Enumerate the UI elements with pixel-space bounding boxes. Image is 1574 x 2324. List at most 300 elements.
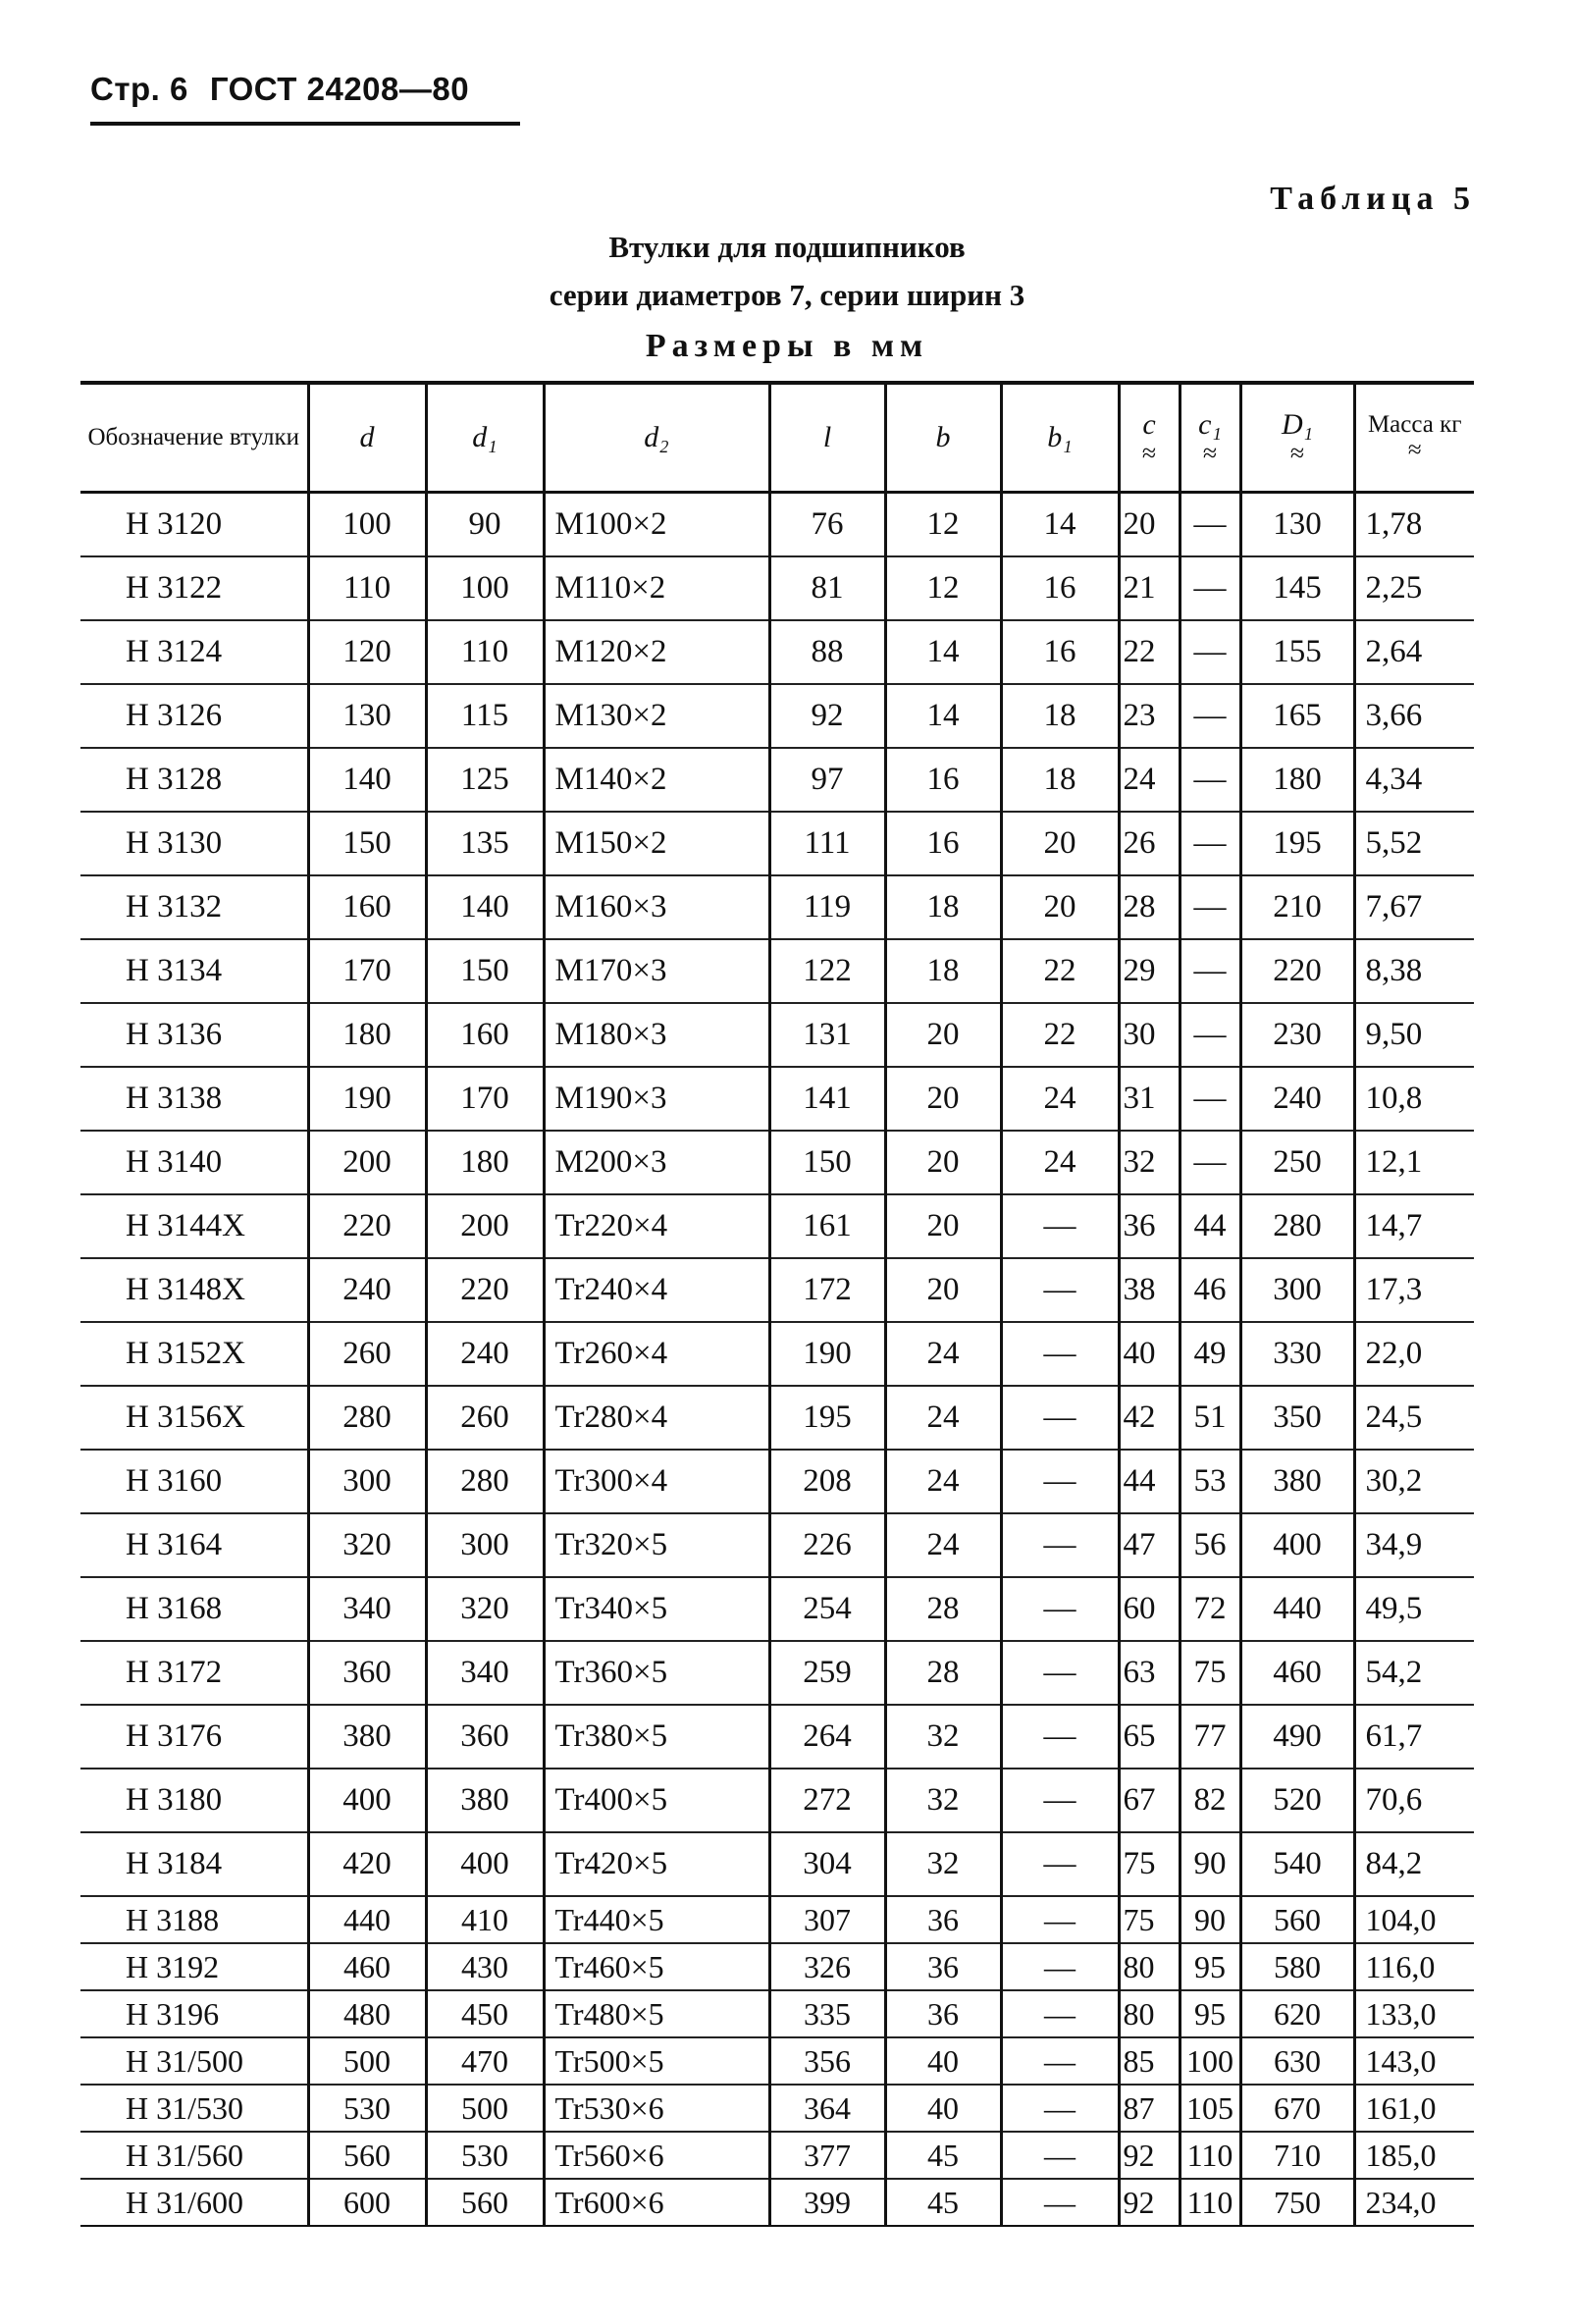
cell-b1: — — [1001, 1896, 1119, 1943]
cell-l: 76 — [769, 493, 885, 557]
cell-l: 97 — [769, 748, 885, 812]
col-header-c-approx: ≈ — [1141, 439, 1157, 468]
cell-D1: 130 — [1240, 493, 1354, 557]
cell-b: 24 — [885, 1386, 1001, 1450]
cell-mass: 234,0 — [1354, 2179, 1474, 2226]
col-header-b1 — [1001, 383, 1119, 493]
cell-mass: 17,3 — [1354, 1258, 1474, 1322]
page-header — [90, 71, 469, 108]
cell-c: 75 — [1119, 1896, 1180, 1943]
cell-b: 45 — [885, 2132, 1001, 2179]
cell-c: 47 — [1119, 1513, 1180, 1577]
cell-d2: Tr380×5 — [544, 1705, 769, 1769]
table-row — [80, 1943, 1474, 1990]
cell-d1: 450 — [426, 1990, 544, 2037]
cell-b: 32 — [885, 1769, 1001, 1832]
cell-c1: 90 — [1180, 1896, 1240, 1943]
cell-d1: 320 — [426, 1577, 544, 1641]
col-header-designation — [80, 383, 308, 493]
cell-mass: 2,64 — [1354, 620, 1474, 684]
cell-D1: 180 — [1240, 748, 1354, 812]
cell-d1: 125 — [426, 748, 544, 812]
cell-d: 200 — [308, 1131, 426, 1194]
table-row — [80, 1067, 1474, 1131]
cell-d2: M130×2 — [544, 684, 769, 748]
header-rule — [90, 122, 520, 126]
table-row — [80, 556, 1474, 620]
cell-b1: 22 — [1001, 939, 1119, 1003]
cell-mass: 143,0 — [1354, 2037, 1474, 2085]
cell-l: 141 — [769, 1067, 885, 1131]
col-header-d — [308, 383, 426, 493]
cell-c: 67 — [1119, 1769, 1180, 1832]
cell-l: 264 — [769, 1705, 885, 1769]
cell-b1: — — [1001, 1194, 1119, 1258]
cell-designation: Н 3148Х — [80, 1258, 308, 1322]
cell-b1: — — [1001, 2085, 1119, 2132]
cell-d2: M170×3 — [544, 939, 769, 1003]
cell-b1: 24 — [1001, 1067, 1119, 1131]
col-header-b1-label: b₁ — [1047, 421, 1073, 454]
cell-mass: 3,66 — [1354, 684, 1474, 748]
cell-b1: 20 — [1001, 875, 1119, 939]
cell-c: 92 — [1119, 2179, 1180, 2226]
cell-b1: — — [1001, 1990, 1119, 2037]
cell-l: 304 — [769, 1832, 885, 1896]
col-header-D1-label: D₁ — [1281, 407, 1314, 441]
cell-mass: 61,7 — [1354, 1705, 1474, 1769]
cell-c: 36 — [1119, 1194, 1180, 1258]
cell-D1: 630 — [1240, 2037, 1354, 2085]
cell-mass: 30,2 — [1354, 1450, 1474, 1513]
table-number: Таблица 5 — [1270, 181, 1476, 217]
cell-d: 380 — [308, 1705, 426, 1769]
cell-d: 260 — [308, 1322, 426, 1386]
cell-c: 32 — [1119, 1131, 1180, 1194]
cell-c: 44 — [1119, 1450, 1180, 1513]
col-header-b — [885, 383, 1001, 493]
cell-c: 22 — [1119, 620, 1180, 684]
cell-d2: Tr220×4 — [544, 1194, 769, 1258]
cell-b1: 22 — [1001, 1003, 1119, 1067]
col-header-d2-label: d₂ — [644, 421, 669, 454]
cell-b: 28 — [885, 1641, 1001, 1705]
col-header-mass — [1354, 383, 1474, 493]
table-row — [80, 1258, 1474, 1322]
cell-l: 161 — [769, 1194, 885, 1258]
table-row — [80, 875, 1474, 939]
cell-d2: M110×2 — [544, 556, 769, 620]
cell-d1: 430 — [426, 1943, 544, 1990]
cell-designation: Н 3192 — [80, 1943, 308, 1990]
cell-c1: — — [1180, 748, 1240, 812]
cell-l: 111 — [769, 812, 885, 875]
cell-b: 40 — [885, 2037, 1001, 2085]
cell-designation: Н 3128 — [80, 748, 308, 812]
cell-b1: — — [1001, 2132, 1119, 2179]
cell-l: 326 — [769, 1943, 885, 1990]
cell-c1: — — [1180, 812, 1240, 875]
cell-d1: 170 — [426, 1067, 544, 1131]
cell-b: 20 — [885, 1003, 1001, 1067]
cell-d1: 340 — [426, 1641, 544, 1705]
cell-l: 92 — [769, 684, 885, 748]
cell-d1: 360 — [426, 1705, 544, 1769]
cell-d2: M160×3 — [544, 875, 769, 939]
cell-d2: Tr360×5 — [544, 1641, 769, 1705]
col-header-D1-approx: ≈ — [1289, 439, 1305, 468]
table-row — [80, 493, 1474, 557]
table-row — [80, 1194, 1474, 1258]
cell-b1: — — [1001, 2037, 1119, 2085]
table-row — [80, 1832, 1474, 1896]
cell-d: 340 — [308, 1577, 426, 1641]
cell-designation: Н 3184 — [80, 1832, 308, 1896]
cell-b: 12 — [885, 556, 1001, 620]
table-row — [80, 1769, 1474, 1832]
table-row — [80, 1513, 1474, 1577]
cell-d1: 500 — [426, 2085, 544, 2132]
cell-designation: Н 31/500 — [80, 2037, 308, 2085]
cell-d2: Tr560×6 — [544, 2132, 769, 2179]
cell-b: 40 — [885, 2085, 1001, 2132]
cell-d: 420 — [308, 1832, 426, 1896]
cell-d1: 135 — [426, 812, 544, 875]
cell-l: 307 — [769, 1896, 885, 1943]
cell-c: 26 — [1119, 812, 1180, 875]
cell-d2: Tr500×5 — [544, 2037, 769, 2085]
table-row — [80, 2085, 1474, 2132]
cell-mass: 104,0 — [1354, 1896, 1474, 1943]
cell-c: 92 — [1119, 2132, 1180, 2179]
table-units: Размеры в мм — [645, 328, 929, 364]
cell-D1: 280 — [1240, 1194, 1354, 1258]
cell-mass: 185,0 — [1354, 2132, 1474, 2179]
cell-b1: 24 — [1001, 1131, 1119, 1194]
cell-mass: 10,8 — [1354, 1067, 1474, 1131]
cell-d1: 240 — [426, 1322, 544, 1386]
cell-mass: 12,1 — [1354, 1131, 1474, 1194]
col-header-c-label: c — [1142, 407, 1156, 441]
col-header-d1 — [426, 383, 544, 493]
cell-d1: 530 — [426, 2132, 544, 2179]
cell-designation: Н 31/600 — [80, 2179, 308, 2226]
table-title: Втулки для подшипников — [608, 230, 966, 264]
cell-designation: Н 3140 — [80, 1131, 308, 1194]
cell-D1: 195 — [1240, 812, 1354, 875]
cell-designation: Н 3180 — [80, 1769, 308, 1832]
table-row — [80, 1322, 1474, 1386]
cell-c: 80 — [1119, 1943, 1180, 1990]
cell-mass: 133,0 — [1354, 1990, 1474, 2037]
cell-designation: Н 3172 — [80, 1641, 308, 1705]
cell-b: 16 — [885, 812, 1001, 875]
cell-c: 20 — [1119, 493, 1180, 557]
cell-d2: Tr280×4 — [544, 1386, 769, 1450]
bushing-table — [80, 381, 1474, 2227]
cell-c1: 110 — [1180, 2179, 1240, 2226]
cell-d1: 410 — [426, 1896, 544, 1943]
cell-c: 75 — [1119, 1832, 1180, 1896]
cell-designation: Н 3132 — [80, 875, 308, 939]
cell-designation: Н 3120 — [80, 493, 308, 557]
cell-designation: Н 31/530 — [80, 2085, 308, 2132]
cell-mass: 84,2 — [1354, 1832, 1474, 1896]
cell-d2: Tr400×5 — [544, 1769, 769, 1832]
cell-l: 150 — [769, 1131, 885, 1194]
cell-c: 87 — [1119, 2085, 1180, 2132]
cell-designation: Н 3138 — [80, 1067, 308, 1131]
cell-c: 31 — [1119, 1067, 1180, 1131]
cell-D1: 165 — [1240, 684, 1354, 748]
cell-mass: 54,2 — [1354, 1641, 1474, 1705]
cell-l: 88 — [769, 620, 885, 684]
col-header-d1-label: d₁ — [472, 421, 498, 454]
cell-c1: 44 — [1180, 1194, 1240, 1258]
cell-mass: 34,9 — [1354, 1513, 1474, 1577]
cell-mass: 8,38 — [1354, 939, 1474, 1003]
cell-designation: Н 3122 — [80, 556, 308, 620]
cell-D1: 240 — [1240, 1067, 1354, 1131]
cell-d1: 300 — [426, 1513, 544, 1577]
cell-l: 81 — [769, 556, 885, 620]
cell-d: 600 — [308, 2179, 426, 2226]
cell-d2: Tr320×5 — [544, 1513, 769, 1577]
cell-d1: 180 — [426, 1131, 544, 1194]
cell-l: 399 — [769, 2179, 885, 2226]
cell-b: 12 — [885, 493, 1001, 557]
cell-mass: 1,78 — [1354, 493, 1474, 557]
table-row — [80, 1131, 1474, 1194]
cell-b1: — — [1001, 1322, 1119, 1386]
cell-b1: 18 — [1001, 684, 1119, 748]
cell-l: 356 — [769, 2037, 885, 2085]
cell-l: 254 — [769, 1577, 885, 1641]
cell-b: 14 — [885, 684, 1001, 748]
cell-D1: 670 — [1240, 2085, 1354, 2132]
cell-c1: 46 — [1180, 1258, 1240, 1322]
cell-designation: Н 3136 — [80, 1003, 308, 1067]
cell-l: 119 — [769, 875, 885, 939]
cell-c: 63 — [1119, 1641, 1180, 1705]
cell-d1: 470 — [426, 2037, 544, 2085]
col-header-l-label: l — [822, 421, 832, 454]
cell-d2: M100×2 — [544, 493, 769, 557]
cell-d1: 280 — [426, 1450, 544, 1513]
cell-mass: 5,52 — [1354, 812, 1474, 875]
col-header-designation-label: Обозначение втулки — [87, 423, 300, 450]
cell-c1: 95 — [1180, 1990, 1240, 2037]
cell-l: 195 — [769, 1386, 885, 1450]
cell-D1: 210 — [1240, 875, 1354, 939]
cell-d1: 220 — [426, 1258, 544, 1322]
cell-c1: — — [1180, 493, 1240, 557]
col-header-c — [1119, 383, 1180, 493]
cell-b1: 16 — [1001, 556, 1119, 620]
cell-d: 320 — [308, 1513, 426, 1577]
cell-d: 240 — [308, 1258, 426, 1322]
cell-designation: Н 3164 — [80, 1513, 308, 1577]
cell-d: 440 — [308, 1896, 426, 1943]
table-row — [80, 1896, 1474, 1943]
cell-D1: 520 — [1240, 1769, 1354, 1832]
cell-c: 42 — [1119, 1386, 1180, 1450]
cell-c1: — — [1180, 620, 1240, 684]
cell-designation: Н 3126 — [80, 684, 308, 748]
cell-b1: — — [1001, 1943, 1119, 1990]
cell-c1: — — [1180, 1131, 1240, 1194]
table-row — [80, 2179, 1474, 2226]
cell-l: 190 — [769, 1322, 885, 1386]
cell-d1: 150 — [426, 939, 544, 1003]
cell-c1: 100 — [1180, 2037, 1240, 2085]
cell-c1: — — [1180, 1003, 1240, 1067]
cell-d2: M140×2 — [544, 748, 769, 812]
cell-d2: Tr460×5 — [544, 1943, 769, 1990]
cell-d1: 90 — [426, 493, 544, 557]
cell-b1: — — [1001, 2179, 1119, 2226]
cell-D1: 400 — [1240, 1513, 1354, 1577]
cell-c: 23 — [1119, 684, 1180, 748]
cell-designation: Н 3196 — [80, 1990, 308, 2037]
cell-mass: 49,5 — [1354, 1577, 1474, 1641]
cell-b: 20 — [885, 1194, 1001, 1258]
table-row — [80, 939, 1474, 1003]
cell-c: 80 — [1119, 1990, 1180, 2037]
cell-d2: Tr260×4 — [544, 1322, 769, 1386]
cell-d2: M180×3 — [544, 1003, 769, 1067]
cell-mass: 161,0 — [1354, 2085, 1474, 2132]
cell-designation: Н 3160 — [80, 1450, 308, 1513]
table-row — [80, 748, 1474, 812]
cell-designation: Н 3176 — [80, 1705, 308, 1769]
table-row — [80, 812, 1474, 875]
cell-b: 20 — [885, 1258, 1001, 1322]
cell-D1: 620 — [1240, 1990, 1354, 2037]
cell-mass: 70,6 — [1354, 1769, 1474, 1832]
cell-d: 530 — [308, 2085, 426, 2132]
cell-c1: 51 — [1180, 1386, 1240, 1450]
cell-l: 122 — [769, 939, 885, 1003]
cell-d: 180 — [308, 1003, 426, 1067]
cell-b1: 20 — [1001, 812, 1119, 875]
cell-mass: 4,34 — [1354, 748, 1474, 812]
cell-d: 160 — [308, 875, 426, 939]
cell-b1: — — [1001, 1705, 1119, 1769]
table-row — [80, 2132, 1474, 2179]
cell-b: 28 — [885, 1577, 1001, 1641]
cell-D1: 250 — [1240, 1131, 1354, 1194]
cell-mass: 7,67 — [1354, 875, 1474, 939]
cell-D1: 750 — [1240, 2179, 1354, 2226]
cell-c1: 75 — [1180, 1641, 1240, 1705]
cell-c: 85 — [1119, 2037, 1180, 2085]
cell-c1: 53 — [1180, 1450, 1240, 1513]
cell-c: 38 — [1119, 1258, 1180, 1322]
cell-c1: 110 — [1180, 2132, 1240, 2179]
cell-d1: 110 — [426, 620, 544, 684]
cell-d: 130 — [308, 684, 426, 748]
col-header-D1 — [1240, 383, 1354, 493]
cell-d2: M190×3 — [544, 1067, 769, 1131]
cell-c1: — — [1180, 939, 1240, 1003]
cell-b: 20 — [885, 1131, 1001, 1194]
cell-d: 220 — [308, 1194, 426, 1258]
cell-c1: 49 — [1180, 1322, 1240, 1386]
cell-b1: 14 — [1001, 493, 1119, 557]
cell-D1: 440 — [1240, 1577, 1354, 1641]
cell-D1: 145 — [1240, 556, 1354, 620]
standard-number: ГОСТ 24208—80 — [209, 71, 470, 107]
cell-D1: 460 — [1240, 1641, 1354, 1705]
cell-designation: Н 3168 — [80, 1577, 308, 1641]
cell-c1: — — [1180, 556, 1240, 620]
col-header-d2 — [544, 383, 769, 493]
table-row — [80, 1577, 1474, 1641]
cell-l: 172 — [769, 1258, 885, 1322]
cell-b: 24 — [885, 1513, 1001, 1577]
cell-c1: 72 — [1180, 1577, 1240, 1641]
cell-d: 500 — [308, 2037, 426, 2085]
col-header-d-label: d — [359, 421, 375, 454]
table-header-row — [80, 383, 1474, 493]
cell-b: 36 — [885, 1896, 1001, 1943]
cell-designation: Н 3124 — [80, 620, 308, 684]
cell-l: 131 — [769, 1003, 885, 1067]
col-header-mass-label: Масса кг — [1367, 410, 1462, 438]
cell-l: 226 — [769, 1513, 885, 1577]
cell-D1: 350 — [1240, 1386, 1354, 1450]
cell-designation: Н 3144Х — [80, 1194, 308, 1258]
cell-d2: Tr530×6 — [544, 2085, 769, 2132]
table-row — [80, 620, 1474, 684]
cell-d1: 100 — [426, 556, 544, 620]
cell-designation: Н 3156Х — [80, 1386, 308, 1450]
cell-b: 36 — [885, 1943, 1001, 1990]
cell-D1: 710 — [1240, 2132, 1354, 2179]
col-header-b-label: b — [935, 421, 951, 454]
cell-D1: 230 — [1240, 1003, 1354, 1067]
col-header-l — [769, 383, 885, 493]
cell-d: 110 — [308, 556, 426, 620]
cell-mass: 22,0 — [1354, 1322, 1474, 1386]
cell-d: 170 — [308, 939, 426, 1003]
table-row — [80, 1386, 1474, 1450]
cell-designation: Н 3152Х — [80, 1322, 308, 1386]
cell-d: 400 — [308, 1769, 426, 1832]
cell-d1: 380 — [426, 1769, 544, 1832]
cell-mass: 116,0 — [1354, 1943, 1474, 1990]
col-header-c1 — [1180, 383, 1240, 493]
cell-c1: 90 — [1180, 1832, 1240, 1896]
cell-b: 32 — [885, 1705, 1001, 1769]
cell-designation: Н 3134 — [80, 939, 308, 1003]
cell-mass: 14,7 — [1354, 1194, 1474, 1258]
table-row — [80, 1450, 1474, 1513]
cell-d: 300 — [308, 1450, 426, 1513]
col-header-mass-approx: ≈ — [1407, 437, 1422, 463]
cell-mass: 24,5 — [1354, 1386, 1474, 1450]
cell-d2: M150×2 — [544, 812, 769, 875]
cell-b: 36 — [885, 1990, 1001, 2037]
cell-d: 480 — [308, 1990, 426, 2037]
cell-d2: Tr300×4 — [544, 1450, 769, 1513]
cell-b1: — — [1001, 1641, 1119, 1705]
cell-b1: 18 — [1001, 748, 1119, 812]
cell-d1: 560 — [426, 2179, 544, 2226]
table-row — [80, 1003, 1474, 1067]
cell-d: 120 — [308, 620, 426, 684]
